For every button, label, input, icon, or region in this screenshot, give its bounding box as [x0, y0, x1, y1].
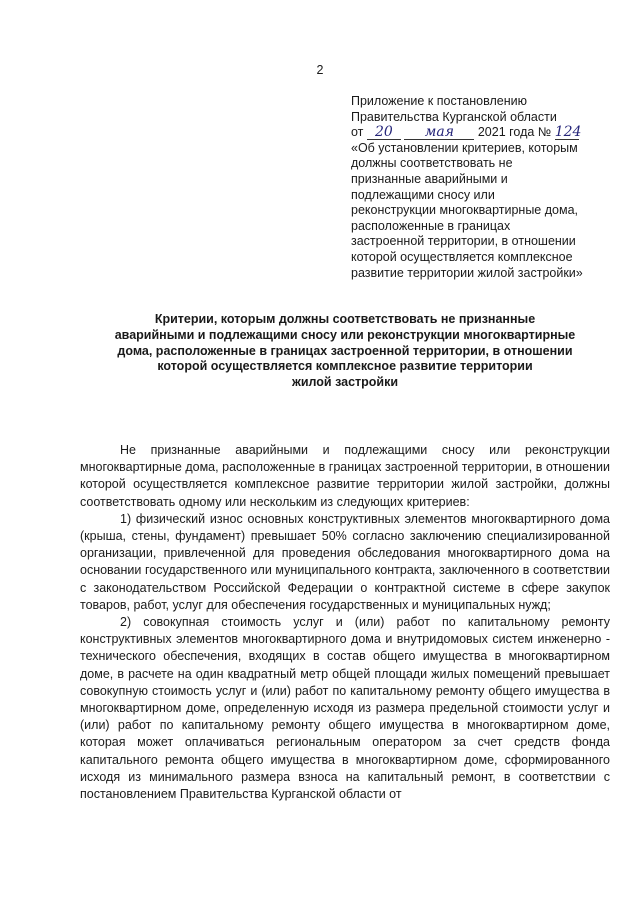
appendix-line: Приложение к постановлению — [351, 94, 527, 108]
date-month-handwritten: мая — [424, 124, 454, 141]
appendix-subject-line: реконструкции многоквартирные дома, — [351, 203, 578, 218]
document-title — [80, 312, 610, 391]
date-prefix: от — [351, 125, 364, 140]
appendix-date-line — [351, 125, 607, 141]
appendix-subject-line: застроенной территории, в отношении — [351, 234, 576, 249]
appendix-subject-line: должны соответствовать не — [351, 156, 513, 171]
title-line: которой осуществляется комплексное развитие территории — [157, 359, 533, 374]
document-number-handwritten: 124 — [554, 124, 582, 141]
date-day-handwritten: 20 — [374, 124, 393, 141]
appendix-subject-line: развитие территории жилой застройки» — [351, 265, 583, 280]
appendix-subject-line: признанные аварийными и — [351, 171, 508, 186]
criterion-2-paragraph: 2) совокупная стоимость услуг и (или) работ по капитальному ремонту конструктивных элементов многоквартирного дома и внутридомовых систем инженерно - технического обеспечения, входящих в состав общего имущества в многоквартирном доме, в расчете на один квадратный метр общей площади жилых помещений превышает совокупную стоимость услуг и (или) работ по капитальному ремонту общего имущества в многоквартирном доме, определенную исходя из размера предельной стоимости услуг и (или) работ по капитальному ремонту общего имущества в многоквартирном доме, которая может оплачиваться региональным оператором за счет средств фонда капитального ремонта общего имущества в многоквартирном доме, сформированного исходя из минимального размера взноса на капитальный ремонт, в соответствии с постановлением Правительства Курганской области от — [80, 615, 610, 802]
appendix-subject-line: которой осуществляется комплексное — [351, 249, 573, 264]
title-line: Критерии, которым должны соответствовать не признанные — [154, 312, 536, 326]
appendix-subject-line: расположенные в границах — [351, 218, 511, 233]
page-number: 2 — [316, 63, 324, 77]
appendix-subject-line: «Об установлении критериев, которым — [351, 140, 578, 155]
title-line: жилой застройки — [291, 375, 399, 390]
appendix-header — [351, 94, 607, 281]
date-year: 2021 года № — [477, 125, 552, 140]
intro-paragraph: Не признанные аварийными и подлежащими сносу или реконструкции многоквартирные дома, расположенные в границах застроенной территории, в отношении которой осуществляется комплексное развитие территории жилой застройки, должны соответствовать одному или нескольким из следующих критериев: — [80, 443, 610, 509]
appendix-line: Правительства Курганской области — [351, 109, 557, 124]
criterion-1-paragraph: 1) физический износ основных конструктивных элементов многоквартирного дома (крыша, стены, фундамент) превышает 50% согласно заключению специализированной организации, привлеченной для проведения обследования многоквартирного дома на основании государственного или муниципального контракта, заключенного в соответствии с законодательством Российской Федерации о контрактной системе в сфере закупок товаров, работ, услуг для обеспечения государственных и муниципальных нужд; — [80, 511, 610, 612]
appendix-subject-line: подлежащими сносу или — [351, 187, 495, 202]
title-line: аварийными и подлежащими сносу или реконструкции многоквартирные — [114, 327, 576, 342]
document-body — [80, 442, 610, 803]
title-line: дома, расположенные в границах застроенной территории, в отношении — [117, 343, 573, 358]
